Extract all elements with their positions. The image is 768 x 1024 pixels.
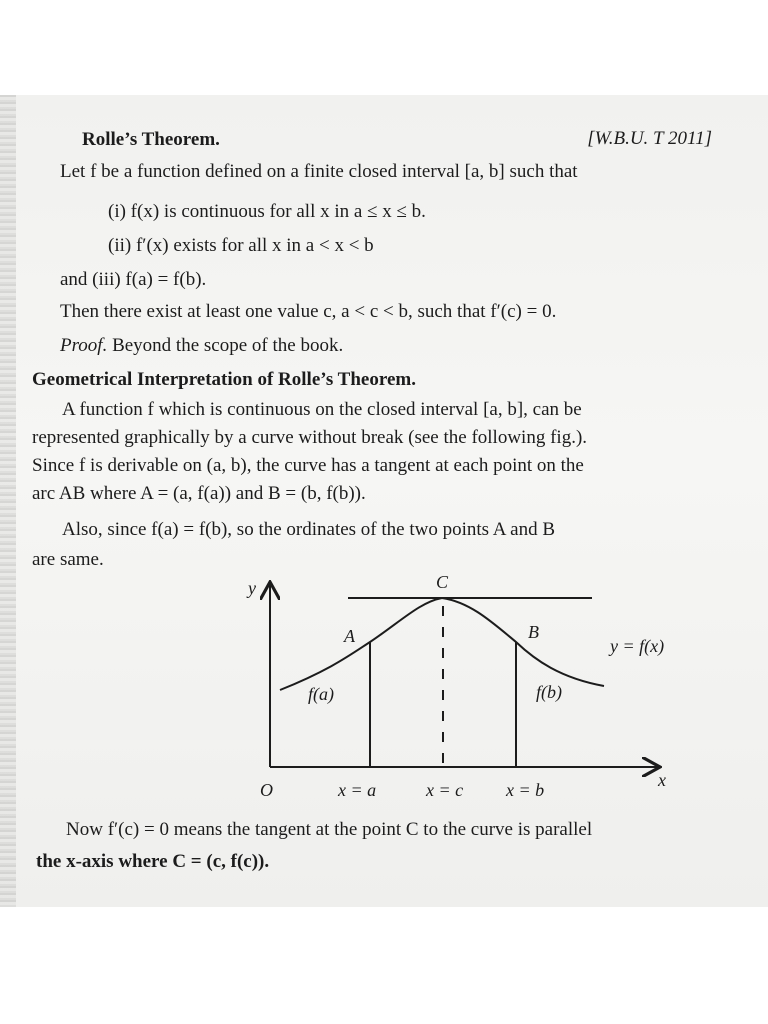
origin-label: O bbox=[260, 780, 273, 800]
condition-2: (ii) f′(x) exists for all x in a < x < b bbox=[108, 235, 374, 256]
x-a-label: x = a bbox=[338, 780, 377, 800]
y-axis-label: y bbox=[248, 578, 256, 598]
x-c-label: x = c bbox=[426, 780, 464, 800]
interpretation-heading: Geometrical Interpretation of Rolle’s Theorem. bbox=[32, 369, 416, 390]
x-b-label: x = b bbox=[506, 780, 545, 800]
statement-intro: Let f be a function defined on a finite closed interval [a, b] such that bbox=[60, 161, 578, 182]
x-axis-label: x bbox=[658, 770, 666, 790]
para2-line1: Also, since f(a) = f(b), so the ordinates of the two points A and B bbox=[62, 519, 556, 540]
para1-line3: Since f is derivable on (a, b), the curve has a tangent at each point on the bbox=[32, 455, 584, 476]
statement-conclusion: Then there exist at least one value c, a < c < b, such that f′(c) = 0. bbox=[60, 301, 557, 322]
fa-label: f(a) bbox=[308, 684, 334, 704]
exam-reference: [W.B.U. T 2011] bbox=[587, 128, 712, 149]
proof-line bbox=[60, 334, 343, 358]
point-c-label: C bbox=[436, 572, 449, 592]
fb-label: f(b) bbox=[536, 682, 562, 702]
curve-label: y = f(x) bbox=[610, 636, 665, 656]
rolle-figure bbox=[230, 570, 700, 805]
proof-label: Proof. bbox=[60, 335, 108, 356]
para1-line4: arc AB where A = (a, f(a)) and B = (b, f(b)). bbox=[32, 483, 366, 504]
condition-1: (i) f(x) is continuous for all x in a ≤ x ≤ b. bbox=[108, 201, 426, 222]
theorem-title: Rolle’s Theorem. bbox=[82, 129, 220, 150]
para1-line1: A function f which is continuous on the closed interval [a, b], can be bbox=[62, 399, 582, 420]
condition-3: and (iii) f(a) = f(b). bbox=[60, 269, 207, 290]
closing-line1: Now f′(c) = 0 means the tangent at the point C to the curve is parallel bbox=[66, 819, 593, 840]
point-a-label: A bbox=[344, 626, 355, 646]
para2-line2: are same. bbox=[32, 549, 104, 570]
para1-line2: represented graphically by a curve without break (see the following fig.). bbox=[32, 427, 588, 448]
page-edge-shadow bbox=[0, 95, 16, 907]
point-b-label: B bbox=[528, 622, 539, 642]
proof-text: Beyond the scope of the book. bbox=[112, 335, 344, 356]
closing-line2: the x-axis where C = (c, f(c)). bbox=[36, 851, 270, 872]
